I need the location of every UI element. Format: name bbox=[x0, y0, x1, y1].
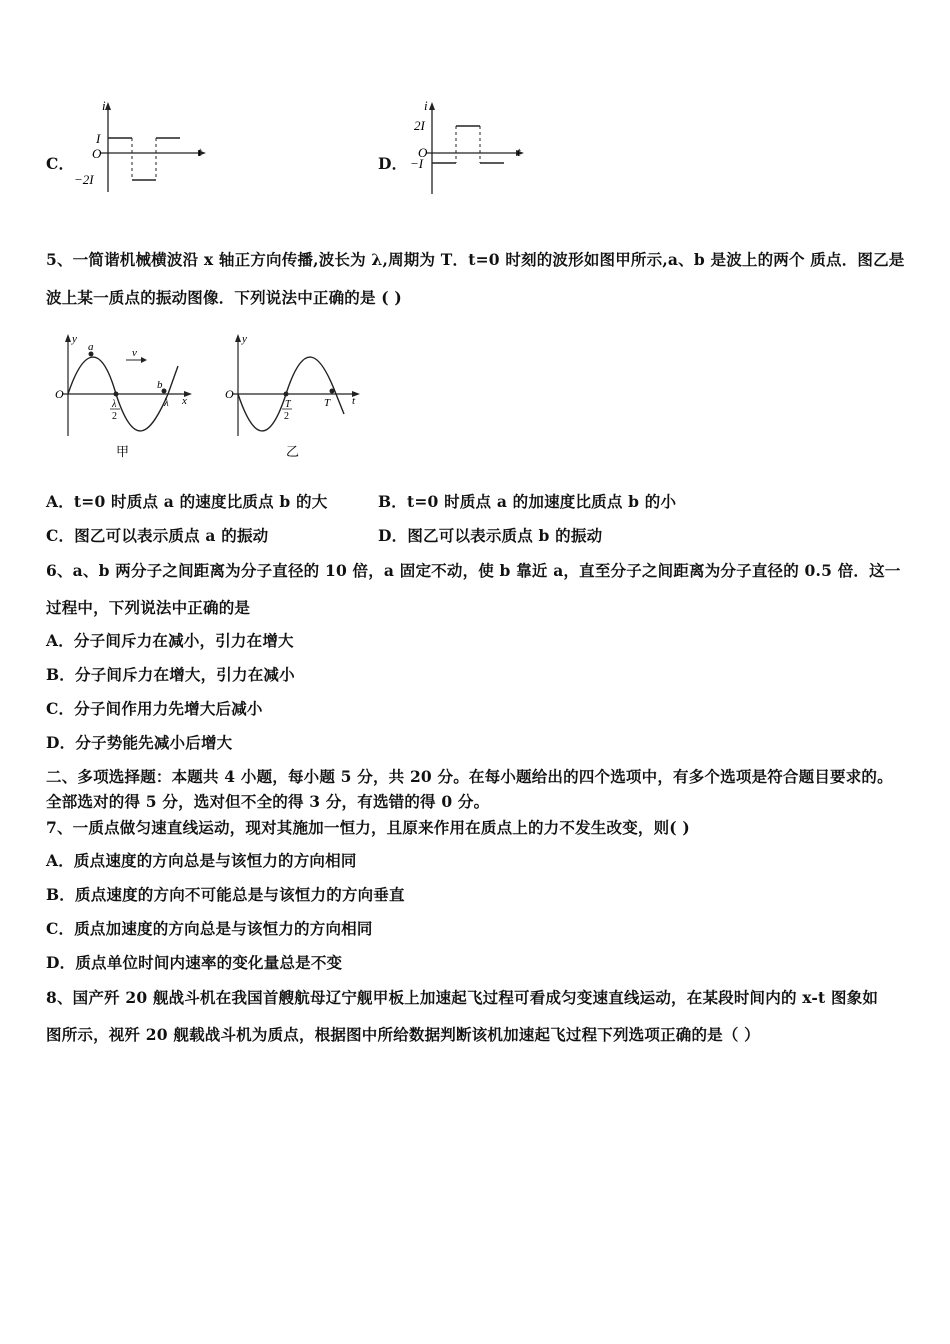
q8-stem-line2: 图所示，视歼 20 舰载战斗机为质点，根据图中所给数据判断该机加速起飞过程下列选项正确的是（ ） bbox=[46, 1025, 760, 1044]
jia-half-lambda-point bbox=[114, 392, 119, 397]
option-c-label: C． bbox=[46, 154, 75, 173]
jia-velocity-arrowhead bbox=[141, 357, 147, 363]
yi-half-period-point bbox=[284, 392, 289, 397]
c-tick-bottom: −2I bbox=[74, 172, 94, 187]
jia-label-v: v bbox=[132, 347, 137, 359]
figure-option-d bbox=[402, 98, 552, 198]
q5-option-a: A．t=0 时质点 a 的速度比质点 b 的大 bbox=[46, 492, 328, 511]
d-tick-top: 2I bbox=[414, 118, 425, 133]
q5-option-b: B．t=0 时质点 a 的加速度比质点 b 的小 bbox=[378, 492, 677, 511]
q5-stem-line1: 5、一简谐机械横波沿 x 轴正方向传播,波长为 λ,周期为 T．t=0 时刻的波形如图甲所示,a、b 是波上的两个 质点．图乙是 bbox=[46, 250, 905, 269]
jia-half-num: λ bbox=[112, 399, 117, 410]
q6-option-a: A．分子间斥力在减小，引力在增大 bbox=[46, 631, 294, 650]
q6-stem-line2: 过程中，下列说法中正确的是 bbox=[46, 598, 251, 617]
q7-stem: 7、一质点做匀速直线运动，现对其施加一恒力，且原来作用在质点上的力不发生改变，则( ) bbox=[46, 818, 690, 837]
jia-label-y: y bbox=[72, 333, 77, 345]
yi-label-y: y bbox=[242, 333, 247, 345]
q5-option-c: C．图乙可以表示质点 a 的振动 bbox=[46, 526, 269, 545]
jia-y-arrow bbox=[65, 334, 71, 342]
q5-stem-line2: 波上某一质点的振动图像．下列说法中正确的是 ( ) bbox=[46, 288, 402, 307]
c-tick-top: I bbox=[96, 131, 101, 146]
c-axis-t: t bbox=[198, 144, 202, 159]
jia-label-b: b bbox=[157, 379, 163, 391]
q7-option-b: B．质点速度的方向不可能总是与该恒力的方向垂直 bbox=[46, 885, 405, 904]
yi-origin: O bbox=[225, 387, 234, 401]
c-y-arrow bbox=[105, 102, 111, 110]
q6-stem-line1: 6、a、b 两分子之间距离为分子直径的 10 倍，a 固定不动，使 b 靠近 a，直至分子之间距离为分子直径的 0.5 倍．这一 bbox=[46, 561, 901, 580]
yi-period-point bbox=[330, 389, 335, 394]
jia-caption: 甲 bbox=[116, 444, 130, 459]
figure-yi-vibration bbox=[224, 328, 374, 463]
q7-option-a: A．质点速度的方向总是与该恒力的方向相同 bbox=[46, 851, 357, 870]
c-axis-i: i bbox=[102, 98, 106, 113]
figure-option-c bbox=[70, 98, 220, 198]
option-d-label: D． bbox=[378, 154, 408, 173]
jia-origin: O bbox=[55, 387, 64, 401]
yi-caption: 乙 bbox=[286, 444, 300, 459]
yi-period: T bbox=[324, 397, 331, 409]
yi-half-den: 2 bbox=[284, 411, 289, 422]
section2-heading-line1: 二、多项选择题：本题共 4 小题，每小题 5 分，共 20 分。在每小题给出的四个选项中，有多个选项是符合题目要求的。 bbox=[46, 767, 893, 786]
q6-option-b: B．分子间斥力在增大，引力在减小 bbox=[46, 665, 295, 684]
q8-stem-line1: 8、国产歼 20 舰战斗机在我国首艘航母辽宁舰甲板上加速起飞过程可看成匀变速直线运动，在某段时间内的 x-t 图象如 bbox=[46, 988, 879, 1007]
q7-option-d: D．质点单位时间内速率的变化量总是不变 bbox=[46, 953, 343, 972]
jia-lambda: λ bbox=[164, 397, 169, 409]
q5-option-d: D．图乙可以表示质点 b 的振动 bbox=[378, 526, 603, 545]
d-tick-bottom: −I bbox=[410, 156, 424, 171]
q6-option-c: C．分子间作用力先增大后减小 bbox=[46, 699, 263, 718]
c-origin: O bbox=[92, 146, 102, 161]
yi-half-num: T bbox=[285, 399, 291, 410]
jia-label-a: a bbox=[88, 341, 94, 353]
d-y-arrow bbox=[429, 102, 435, 110]
yi-label-t: t bbox=[352, 395, 356, 407]
yi-y-arrow bbox=[235, 334, 241, 342]
section2-heading-line2: 全部选对的得 5 分，选对但不全的得 3 分，有选错的得 0 分。 bbox=[46, 792, 490, 811]
q6-option-d: D．分子势能先减小后增大 bbox=[46, 733, 233, 752]
figure-jia-wave bbox=[52, 328, 202, 463]
d-origin: O bbox=[418, 145, 428, 160]
d-axis-t: t bbox=[517, 144, 521, 159]
jia-half-den: 2 bbox=[112, 411, 117, 422]
jia-label-x: x bbox=[182, 395, 187, 407]
d-axis-i: i bbox=[424, 98, 428, 113]
q7-option-c: C．质点加速度的方向总是与该恒力的方向相同 bbox=[46, 919, 373, 938]
